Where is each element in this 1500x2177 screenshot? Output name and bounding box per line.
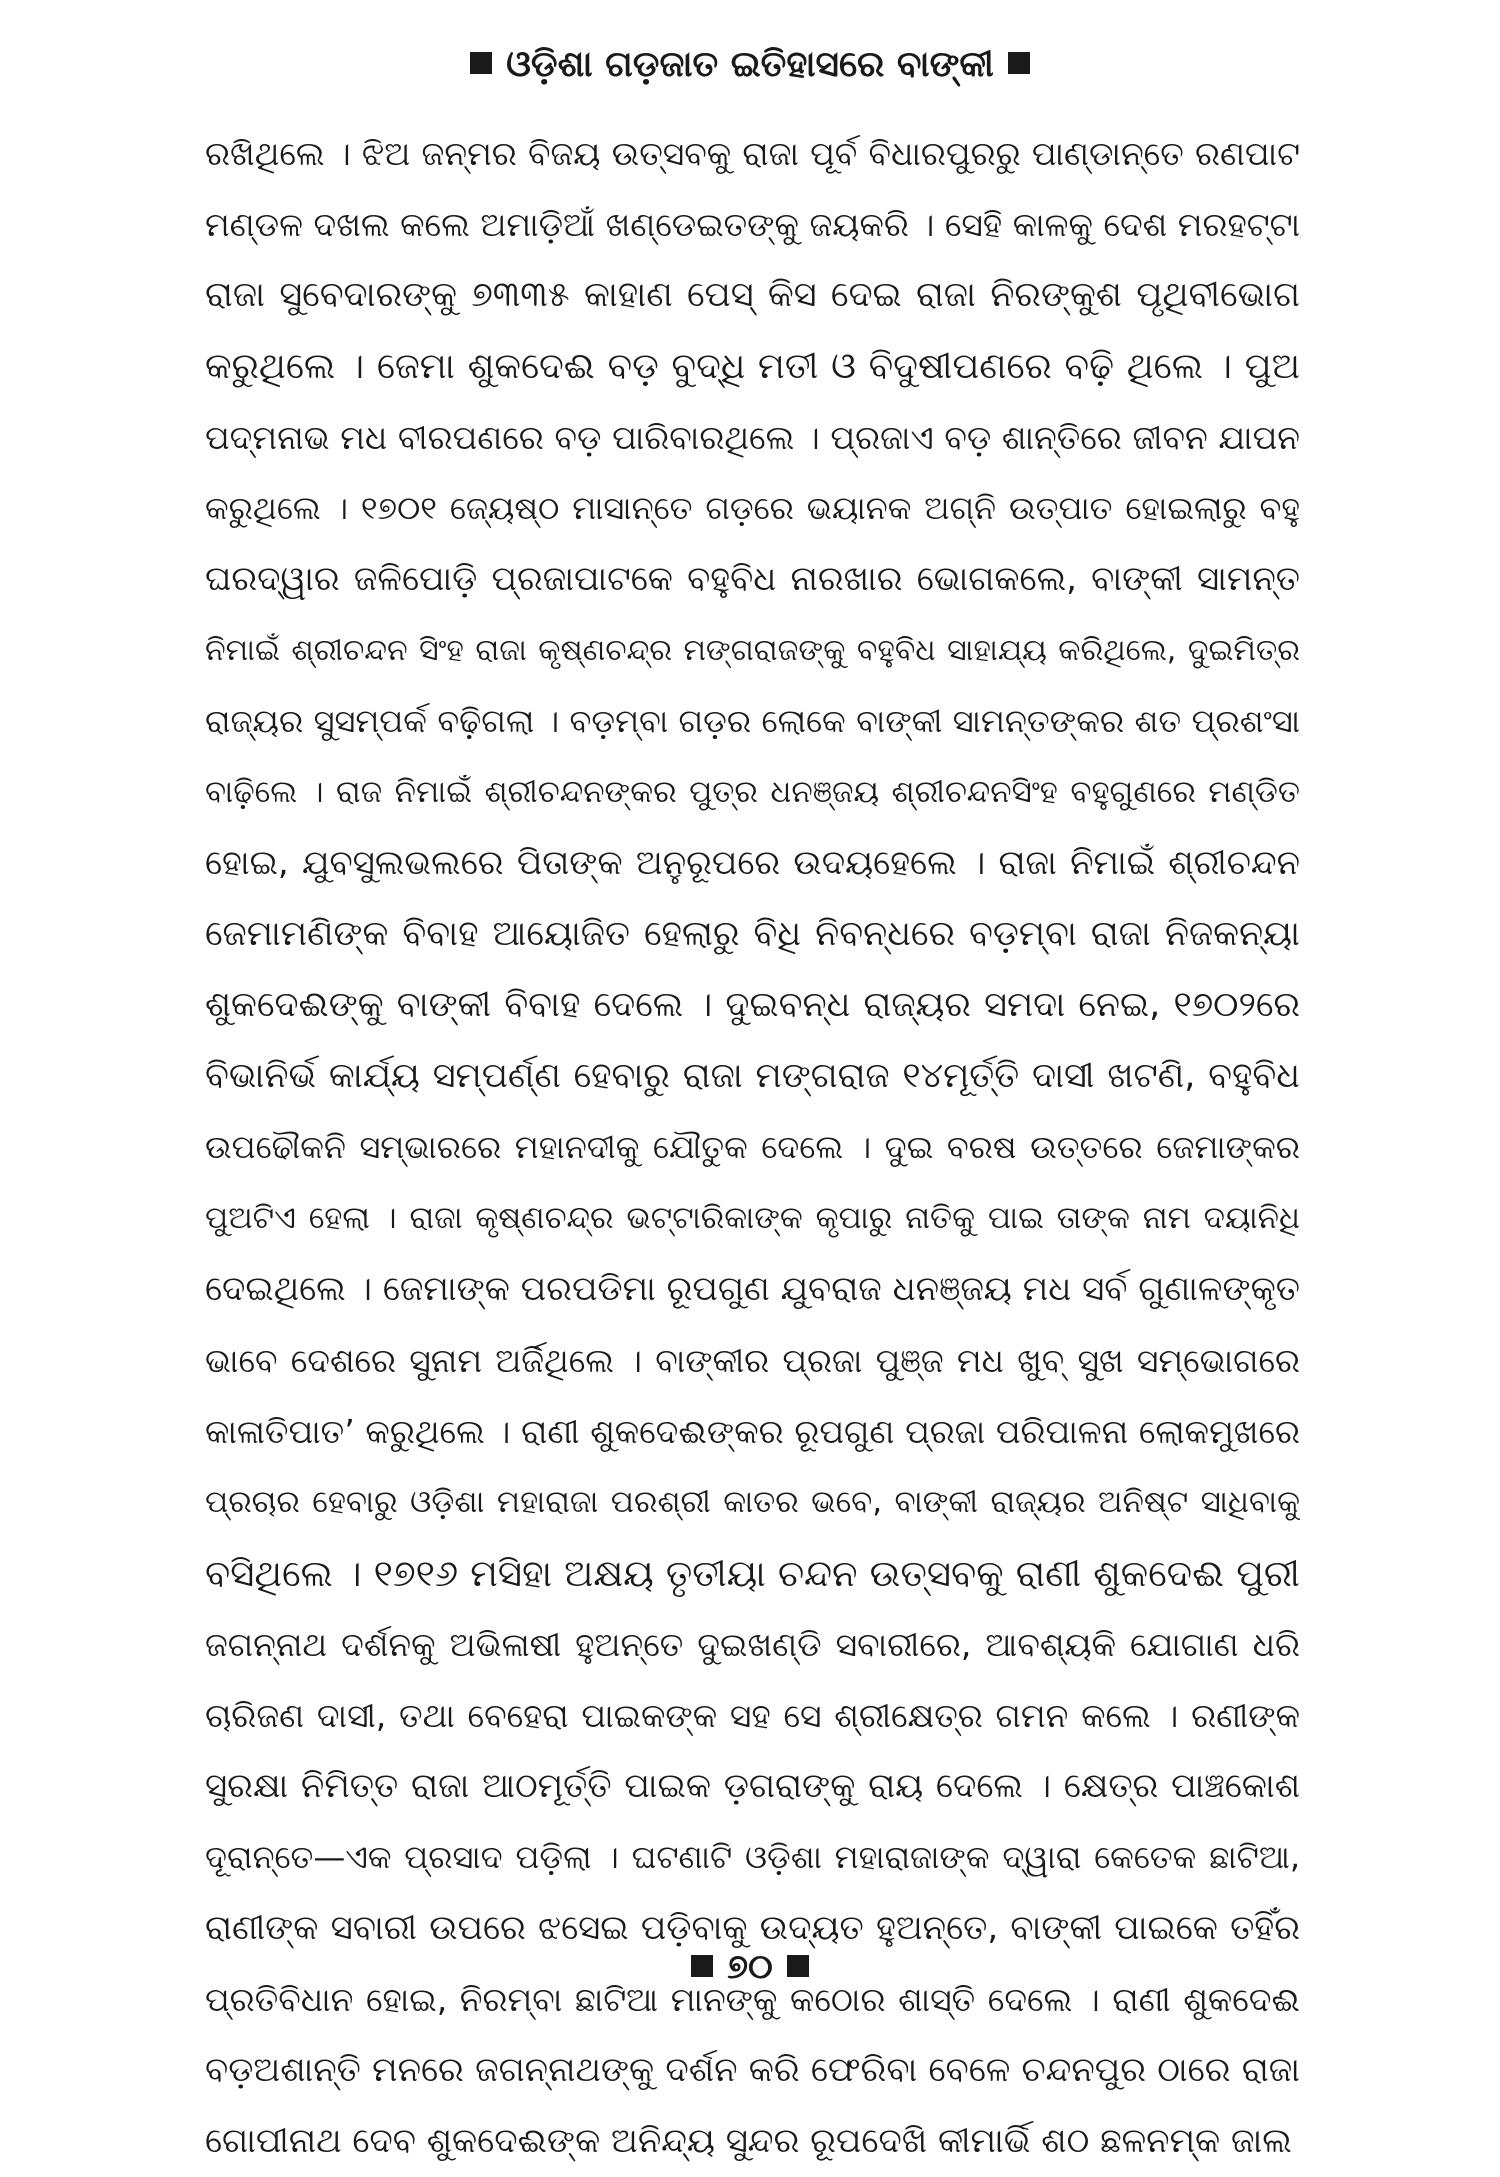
text-line: ଚାରିଜଣ ଦାସୀ, ତଥା ବେହେରା ପାଇକଙ୍କ ସହ ସେ ଶ୍ରୀକ୍ଷେତ୍ର ଗମନ କଲେ । ରଣୀଙ୍କ	[205, 1696, 1300, 1735]
text-line: ବସିଥିଲେ । ୧୭୧୬ ମସିହା ଅକ୍ଷୟ ତୃତୀୟା ଚନ୍ଦନ ଉତ୍ସବକୁ ରାଣୀ ଶୁକଦେଈ ପୁରୀ	[205, 1552, 1300, 1595]
text-line: ଦେଇଥିଲେ । ଜେମାଙ୍କ ପରପଡିମା ରୂପଗୁଣ ଯୁବରାଜ ଧନଞ୍ଜୟ ମଧ ସର୍ବ ଗୁଣାଳଙ୍କୃତ	[205, 1269, 1300, 1309]
text-line: ରାଣୀଙ୍କ ସବାରୀ ଉପରେ ଝସେଇ ପଡ଼ିବାକୁ ଉଦ୍ୟତ ହୁଅନ୍ତେ, ବାଙ୍କୀ ପାଇକେ ତହିଁର	[205, 1908, 1300, 1948]
text-line: କାଳାତିପାତ’ କରୁଥିଲେ । ରାଣୀ ଶୁକଦେଈଙ୍କର ରୂପଗୁଣ ପ୍ରଜା ପରିପାଳନା ଲୋକମୁଖରେ	[205, 1412, 1300, 1451]
text-line: ଗୋପୀନାଥ ଦେବ ଶୁକଦେଈଙ୍କ ଅନିନ୍ଦ୍ୟ ସୁନ୍ଦର ରୂପଦେଖି କୀମାର୍ଭି ଶଠ ଛଳନମ୍କ ଜାଲ	[205, 2121, 1292, 2161]
text-line: ମଣ୍ଡଳ ଦଖଲ କଲେ ଅମାଡ଼ିଆଁ ଖଣ୍ଡେଇତଙ୍କୁ ଜୟକରି । ସେହି କାଳକୁ ଦେଶ ମରହଟ୍ଟା	[205, 205, 1300, 244]
text-line: ଦୂରାନ୍ତେ—ଏକ ପ୍ରସାଦ ପଡ଼ିଲା । ଘଟଣାଟି ଓଡ଼ିଶା ମହାରାଜାଙ୍କ ଦ୍ୱାରା କେତେକ ଛାଟିଆ,	[205, 1838, 1300, 1876]
text-line: କରୁଥିଲେ । ଜେମା ଶୁକଦେଈ ବଡ଼ ବୁଦ୍ଧି ମତୀ ଓ ବିଦୁଷୀପଣରେ ବଢ଼ି ଥିଲେ । ପୁଅ	[205, 346, 1300, 387]
square-bullet-icon	[1008, 52, 1030, 74]
text-line: ପ୍ରଚାର ହେବାରୁ ଓଡ଼ିଶା ମହାରାଜା ପରଶ୍ରୀ କାତର ଭବେ, ବାଙ୍କୀ ରାଜ୍ୟର ଅନିଷ୍ଟ ସାଧିବାକୁ	[205, 1484, 1300, 1520]
text-line: ନିମାଇଁ ଶ୍ରୀଚନ୍ଦନ ସିଂହ ରାଜା କୃଷ୍ଣଚନ୍ଦ୍ର ମଙ୍ଗରାଜଙ୍କୁ ବହୁବିଧ ସାହାଯ୍ୟ କରିଥିଲେ, ଦୁଇମିତ୍ର	[205, 633, 1300, 668]
text-line: ସୁରକ୍ଷା ନିମିତ୍ତ ରାଜା ଆଠମୂର୍ତ୍ତି ପାଇକ ଡ଼ଗରାଙ୍କୁ ରାୟ ଦେଲେ । କ୍ଷେତ୍ର ପାଞ୍ଚକୋଶ	[205, 1766, 1300, 1806]
header-title: ଓଡ଼ିଶା ଗଡ଼ଜାତ ଇତିହାସରେ ବାଙ୍କୀ	[506, 44, 994, 85]
text-line: ରାଜା ସୁବେଦାରଙ୍କୁ ୭୩୩୫ କାହାଣ ପେସ୍ କିସ ଦେଇ ରାଜା ନିରଙ୍କୁଶ ପୃଥିବୀଭୋଗ	[205, 275, 1300, 315]
text-line: ଉପଢୌକନି ସମ୍ଭାରରେ ମହାନଦୀକୁ ଯୌତୁକ ଦେଲେ । ଦୁଇ ବରଷ ଉତ୍ତରେ ଜେମାଙ୍କର	[205, 1128, 1300, 1166]
text-line: ବଡ଼ଅଶାନ୍ତି ମନରେ ଜଗନ୍ନାଥଙ୍କୁ ଦର୍ଶନ କରି ଫେରିବା ବେଳେ ଚନ୍ଦନପୁର ଠାରେ ରାଜା	[205, 2050, 1300, 2090]
page-footer	[0, 1945, 1500, 1989]
text-line: ରଖିଥିଲେ । ଝିଅ ଜନ୍ମର ବିଜୟ ଉତ୍ସବକୁ ରାଜା ପୂର୍ବ ବିଧାରପୁରରୁ ପାଣ୍ଡାନ୍ତେ ରଣପାଟ	[205, 134, 1300, 173]
text-line: ବାଢ଼ିଲେ । ରାଜ ନିମାଇଁ ଶ୍ରୀଚନ୍ଦନଙ୍କର ପୁତ୍ର ଧନଞ୍ଜୟ ଶ୍ରୀଚନ୍ଦନସିଂହ ବହୁଗୁଣରେ ମଣ୍ଡିତ	[205, 774, 1300, 810]
text-line: ପ୍ରତିବିଧାନ ହୋଇ, ନିରମ୍ବା ଛାଟିଆ ମାନଙ୍କୁ କଠୋର ଶାସ୍ତି ଦେଲେ । ରାଣୀ ଶୁକଦେଈ	[205, 1980, 1300, 2019]
square-bullet-icon	[787, 1955, 809, 1977]
text-line: ପଦ୍ମନାଭ ମଧ ବୀରପଣରେ ବଡ଼ ପାରିବାରଥିଲେ । ପ୍ରଜାଏ ବଡ଼ ଶାନ୍ତିରେ ଜୀବନ ଯାପନ	[205, 418, 1300, 457]
text-line: ଘରଦ୍ୱାର ଜଳିପୋଡ଼ି ପ୍ରଜାପାଟକେ ବହୁବିଧ ନାରଖାର ଭୋଗକଲେ, ବାଙ୍କୀ ସାମନ୍ତ	[205, 559, 1300, 599]
text-line: ଜଗନ୍ନାଥ ଦର୍ଶନକୁ ଅଭିଳାଷୀ ହୁଅନ୍ତେ ଦୁଇଖଣ୍ଡି ସବାରୀରେ, ଆବଶ୍ୟକି ଯୋଗାଣ ଧରି	[205, 1625, 1300, 1664]
running-header	[0, 40, 1500, 90]
text-line: କରୁଥିଲେ । ୧୭୦୧ ଜ୍ୟେଷ୍ଠ ମାସାନ୍ତେ ଗଡ଼ରେ ଭୟାନକ ଅଗ୍ନି ଉତ୍ପାତ ହୋଇଲାରୁ ବହୁ	[205, 489, 1300, 527]
square-bullet-icon	[470, 52, 492, 74]
page-number: ୭୦	[727, 1947, 773, 1987]
text-line: ବିଭାନିର୍ଭ କାର୍ଯ୍ୟ ସମ୍ପର୍ଣ୍ଣ ହେବାରୁ ରାଜା ମଙ୍ଗରାଜ ୧୪ମୂର୍ତ୍ତି ଦାସୀ ଖଟଣି, ବହୁବିଧ	[205, 1056, 1300, 1096]
square-bullet-icon	[691, 1955, 713, 1977]
text-line: ହୋଇ, ଯୁବସୁଲଭଲରେ ପିତାଙ୍କ ଅନୁରୂପରେ ଉଦୟହେଲେ । ରାଜା ନିମାଇଁ ଶ୍ରୀଚନ୍ଦନ	[205, 843, 1300, 883]
body-text	[205, 118, 1300, 2177]
text-line: ଭାବେ ଦେଶରେ ସୁନାମ ଅର୍ଜିଥିଲେ । ବାଙ୍କୀର ପ୍ରଜା ପୁଞ୍ଜ ମଧ ଖୁବ୍ ସୁଖ ସମ୍ଭୋଗରେ	[205, 1341, 1300, 1380]
text-line: ଶୁକଦେଈଙ୍କୁ ବାଙ୍କୀ ବିବାହ ଦେଲେ । ଦୁଇବନ୍ଧ ରାଜ୍ୟର ସମଦା ନେଇ, ୧୭୦୨ରେ	[205, 985, 1300, 1025]
text-line: ପୁଅଟିଏ ହେଲା । ରାଜା କୃଷ୍ଣଚନ୍ଦ୍ର ଭଟ୍ଟାରିକାଙ୍କ କୃପାରୁ ନାତିକୁ ପାଇ ତାଙ୍କ ନାମ ଦୟାନିଧି	[205, 1200, 1300, 1236]
text-line: ରାଜ୍ୟର ସୁସମ୍ପର୍କ ବଢ଼ିଗଲା । ବଡ଼ମ୍ବା ଗଡ଼ର ଲୋକେ ବାଙ୍କୀ ସାମନ୍ତଙ୍କର ଶତ ପ୍ରଶଂସା	[205, 702, 1300, 740]
text-line: ଜେମାମଣିଙ୍କ ବିବାହ ଆୟୋଜିତ ହେଲାରୁ ବିଧି ନିବନ୍ଧରେ ବଡ଼ମ୍ବା ରାଜା ନିଜକନ୍ୟା	[205, 914, 1300, 954]
